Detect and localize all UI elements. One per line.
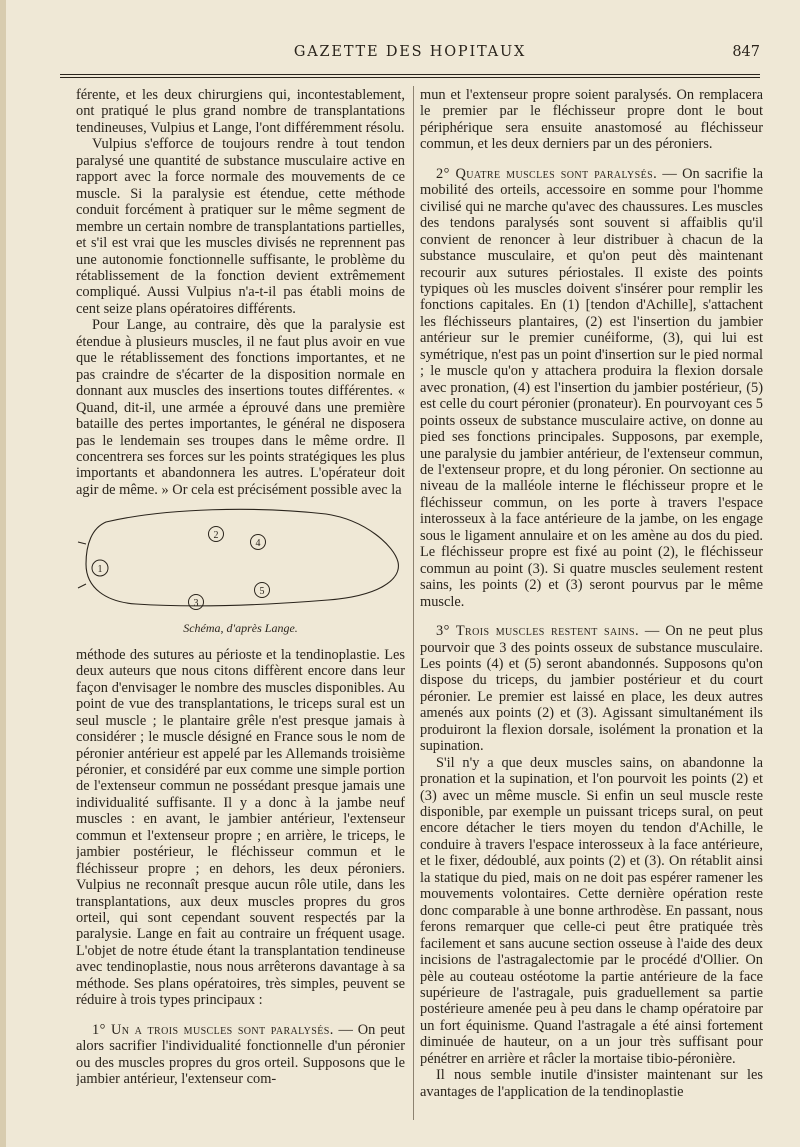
right-column xyxy=(420,87,763,1127)
running-title: GAZETTE DES HOPITAUX xyxy=(293,44,527,60)
paragraph: Pour Lange, au contraire, dès que la paralysie est étendue à plusieurs muscles, il ne faut plus avoir en vue que le rétablissement des fonctions importantes, et ne pas craindre de s'écarter de la disposition normale en donnant aux muscles des insertions toutes différentes. « Quand, dit-il, une armée a éprouvé dans une première bataille des pertes importantes, le général ne disposera pas le lendemain ses troupes dans le même ordre. Il concentrera ses forces sur les points stratégiques les plus importants et abandonnera les autres. L'opérateur doit agir de même. » Or cela est précisément possible avec la xyxy=(76,317,405,498)
paragraph xyxy=(420,166,763,610)
insertion-point-4 xyxy=(251,535,266,550)
insertion-point-1 xyxy=(92,560,108,576)
paragraph: S'il n'y a que deux muscles sains, on abandonne la pronation et la supination, et l'on pourvoit les points (2) et (3) avec un même muscle. Si enfin un seul muscle reste disponible, par exemple un puissant triceps sural, on peut encore détacher le tiers moyen du tendon d'Achille, le conduire à travers l'espace interosseux à la face antérieure, et le fixer, dédoublé, aux points (2) et (3). On rétablit ainsi la statique du pied, mais on ne doit pas espérer ramener les mouvements volontaires. Cette dernière opération reste donc comparable à une bonne arthrodèse. En passant, nous ferons remarquer que celle-ci peut être pratiquée très facilement et sans aucune section osseuse à l'aide des deux incisions de l'astragalectomie par le procédé d'Ollier. On pèle au couteau ostéotome la partie antérieure de la face supérieure de l'astragale, puis graduellement sa partie postérieure amenée peu à peu dans le champ opératoire par un fort équinisme. Quand l'astragale a été ainsi fortement diminuée de hauteur, on a un jour très suffisant pour pénétrer en arrière et râcler la mortaise tibio-péronière. xyxy=(420,754,763,1067)
section-heading: 3° Trois muscles restent sains. xyxy=(436,623,639,640)
paragraph: mun et l'extenseur propre soient paralysés. On remplacera le premier par le fléchisseur propre dont le bout périphérique sera ensuite anastomosé au fléchisseur commun, et les deux derniers par un des péroniers. xyxy=(420,87,763,153)
paragraph xyxy=(76,1022,405,1088)
heel-line xyxy=(78,542,86,588)
svg-text:2: 2 xyxy=(213,530,219,542)
paragraph-text: — On sacrifie la mobilité des orteils, accessoire en somme pour l'homme civilisé qui ne marche qu'avec des chaussures. Les muscles des tendons paralysés sont souvent si affaiblis qu'il convient de renoncer à leur distribuer à chacun de la substance musculaire, et qu'on peut dès maintenant recourir aux sutures périostales. Il existe des points typiques où les muscles doivent s'insérer pour remplir les fonctions capitales. En (1) [tendon d'Achille], s'attachent les fléchisseurs plantaires, (2) est l'insertion du jambier antérieur sur le premier cunéiforme, (3), qui lui est symétrique, n'est pas un point d'insertion sur le pied normal ; le muscle qu'on y attachera produira la flexion dorsale avec pronation, (4) est l'insertion du jambier postérieur, (5) est celle du court péronier (pronateur). En pourvoyant ces 5 points osseux de substance musculaire active, on donne au pied ses fonctions principales. Supposons, par exemple, une paralysie du jambier antérieur, de l'extenseur commun, de l'extenseur propre, et du long péronier. On sectionne au niveau de la malléole interne le fléchisseur propre et le fléchisseur commun, on les porte à travers l'espace interosseux à la face antérieure de la jambe, on les engage sous le ligament annulaire et on les amène au dos du pied. Le fléchisseur propre est fixé au point (2), le fléchisseur commun au point (3). Si quatre muscles seulement restent sains, les points (2) et (3) seront pourvus par le même muscle. xyxy=(420,165,763,610)
figure-caption: Schéma, d'après Lange. xyxy=(183,621,298,636)
svg-text:3: 3 xyxy=(193,598,199,610)
page-number: 847 xyxy=(732,44,760,60)
svg-text:1: 1 xyxy=(97,564,103,576)
paragraph: Il nous semble inutile d'insister maintenant sur les avantages de l'application de la tendinoplastie xyxy=(420,1067,763,1100)
paragraph xyxy=(420,623,763,755)
insertion-point-3 xyxy=(189,595,204,610)
paragraph: méthode des sutures au périoste et la tendinoplastie. Les deux auteurs que nous citons diffèrent encore dans leur façon d'envisager le nombre des muscles disponibles. Au point de vue des transplantations, le triceps sural est un seul muscle ; le plantaire grêle n'est presque jamais à considérer ; le muscle désigné en France sous le nom de péronier antérieur est appelé par les Allemands troisième péronier, et considéré par eux comme une simple portion de l'extenseur commun ne possédant presque jamais une individualité suffisante. Il y a donc à la jambe neuf muscles : en avant, le jambier antérieur, l'extenseur commun et l'extenseur propre ; en arrière, le triceps, le jambier postérieur, le fléchisseur commun et le fléchisseur propre ; en dehors, les deux péroniers. Vulpius ne reconnaît presque aucun rôle utile, dans les transplantations, aux deux muscles propres du gros orteil, qui sont cependant souvent respectés par la paralysie. Lange en fait au contraire un fréquent usage. L'objet de notre étude étant la transplantation tendineuse avec tendinoplastie, nous nous arrêterons davantage à sa méthode. Ses plans opératoires, très simples, peuvent se réduire à trois types principaux : xyxy=(76,646,405,1009)
paragraph: Vulpius s'efforce de toujours rendre à tout tendon paralysé une quantité de substance musculaire active en rapport avec la force normale des mouvements de ce muscle. Si la paralysie est étendue, cette méthode conduit forcément à pratiquer sur le même segment de membre un certain nombre de transplantations partielles, et s'il est vrai que les muscles divisés ne reprennent pas une autonomie fonctionnelle suffisante, le problème du rétablissement de la fonction devient extrêmement compliqué. Aussi Vulpius n'a-t-il pas établi moins de cent seize plans opératoires différents. xyxy=(76,136,405,317)
paragraph: férente, et les deux chirurgiens qui, incontestablement, ont pratiqué le plus grand nombre de transplantations tendineuses, Vulpius et Lange, l'ont différemment résolu. xyxy=(76,87,405,136)
insertion-point-5 xyxy=(255,583,270,598)
foot-outline-schema xyxy=(76,504,405,616)
foot-diagram xyxy=(76,504,405,636)
header-rule-top xyxy=(60,74,760,75)
svg-text:4: 4 xyxy=(255,538,261,550)
column-separator xyxy=(413,86,414,1120)
paragraph-text: — On peut alors sacrifier l'individualité fonctionnelle d'un péronier ou des muscles propres du gros orteil. Supposons que le jambier antérieur, l'extenseur com- xyxy=(76,1021,405,1088)
svg-text:5: 5 xyxy=(259,586,265,598)
foot-outline xyxy=(86,510,398,610)
section-heading: 1° Un a trois muscles sont paralysés. xyxy=(92,1021,334,1038)
page-header xyxy=(60,44,760,66)
paragraph-text: — On ne peut plus pourvoir que 3 des points osseux de substance musculaire. Les points (4) et (5) seront abandonnés. Supposons qu'on dispose du triceps, du jambier postérieur et du court péronier. Le premier est laissé en place, les deux autres amenés aux points (2) et (3). Agissant simultanément ils produiront la flexion dorsale, isolément la pronation et la supination. xyxy=(420,623,763,755)
insertion-point-2 xyxy=(209,527,224,542)
section-heading: 2° Quatre muscles sont paralysés. xyxy=(436,165,658,182)
left-column xyxy=(76,87,405,1127)
header-rule-bottom xyxy=(60,77,760,78)
